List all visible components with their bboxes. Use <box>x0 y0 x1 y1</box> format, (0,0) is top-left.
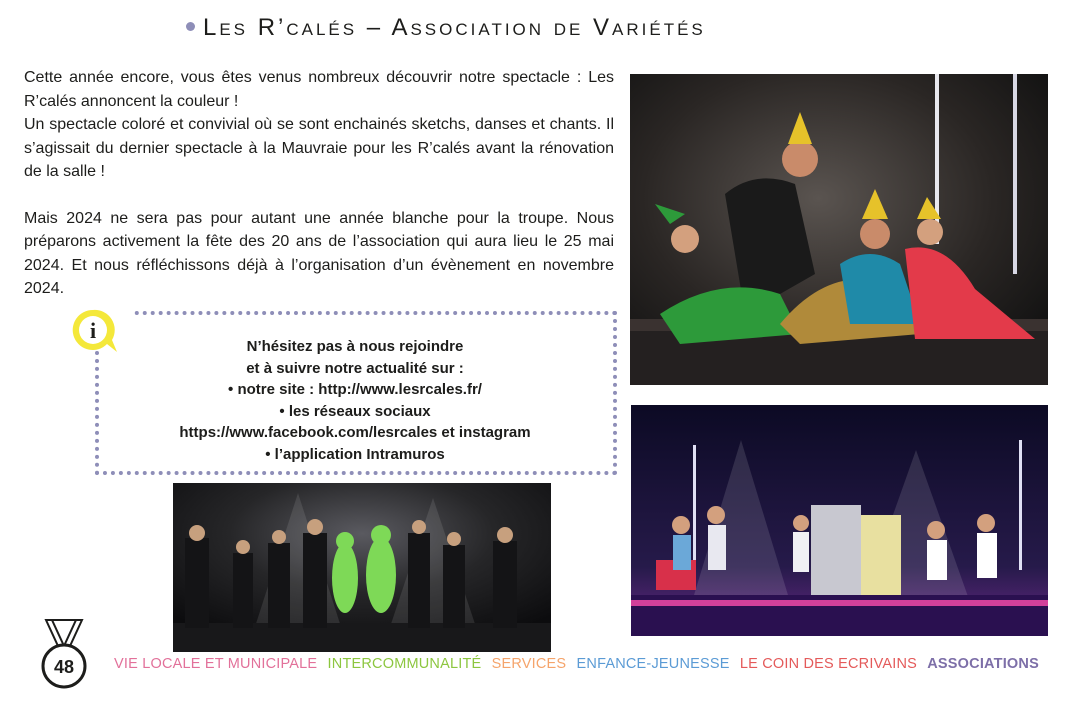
info-text <box>120 336 590 465</box>
svg-text:i: i <box>89 318 97 343</box>
paragraph-1: Cette année encore, vous êtes venus nombreux découvrir notre spectacle : Les R’calés annoncent la couleur ! <box>24 69 614 110</box>
info-line-website: • notre site : http://www.lesrcales.fr/ <box>228 381 482 398</box>
stage-photo-show <box>631 405 1048 636</box>
paragraph-2: Un spectacle coloré et convivial où se sont enchainés sketchs, danses et chants. Il s’agissait du dernier spectacle à la Mauvraie pour les R’calés avant la rénovation de la salle ! <box>24 116 614 180</box>
footer-item-intercommunalite[interactable]: INTERCOMMUNALITÉ <box>327 656 482 672</box>
info-line-app: • l’application Intramuros <box>265 445 445 463</box>
footer-item-services[interactable]: SERVICES <box>491 656 567 672</box>
svg-text:48: 48 <box>53 657 75 677</box>
footer-item-associations[interactable]: ASSOCIATIONS <box>927 656 1039 672</box>
info-line-facebook: https://www.facebook.com/lesrcales et instagram <box>179 424 531 441</box>
info-icon <box>68 306 118 356</box>
info-line: et à suivre notre actualité sur : <box>246 359 464 377</box>
title-bullet <box>186 22 195 31</box>
footer-item-coin-ecrivains[interactable]: LE COIN DES ECRIVAINS <box>739 656 918 672</box>
info-line: • les réseaux sociaux <box>279 402 431 420</box>
stage-photo-dancers <box>173 483 551 652</box>
title-text: Les R’calés – Association de Variétés <box>203 14 706 41</box>
stage-photo-pencils <box>630 74 1048 385</box>
footer-item-vie-locale[interactable]: VIE LOCALE ET MUNICIPALE <box>114 656 318 672</box>
page-title <box>186 14 706 42</box>
info-line: N’hésitez pas à nous rejoindre <box>246 338 464 355</box>
paragraph-3: Mais 2024 ne sera pas pour autant une année blanche pour la troupe. Nous préparons activement la fête des 20 ans de l’association qui aura lieu le 25 mai 2024. Et nous réfléchissons déjà à l’organisation d’un évènement en novembre 2024. <box>24 209 614 297</box>
article-body <box>24 66 614 301</box>
page-number-medal-icon <box>38 618 90 690</box>
footer-nav <box>114 656 1045 672</box>
footer-item-enfance-jeunesse[interactable]: ENFANCE-JEUNESSE <box>576 656 730 672</box>
